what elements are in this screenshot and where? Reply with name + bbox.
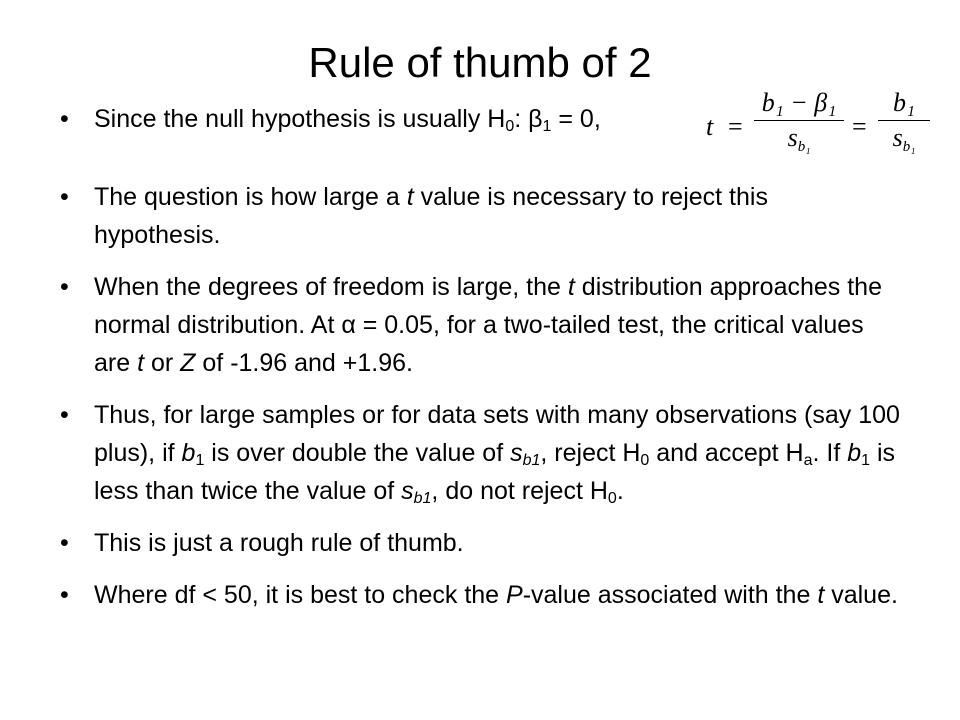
- bullet-text: Z: [180, 349, 196, 377]
- bullet-text: is over double the value of: [204, 439, 511, 467]
- bullet-item: [60, 178, 900, 254]
- bullet-item: [60, 268, 900, 382]
- bullet-text: , do not reject H: [431, 477, 608, 505]
- bullet-text: : β: [514, 105, 543, 133]
- subscript-text: b1: [522, 452, 541, 469]
- bullet-text: and accept H: [649, 439, 804, 467]
- bullet-text: = 0,: [551, 105, 601, 133]
- bullet-text: t: [406, 183, 414, 211]
- bullet-text: value is necessary to reject this hypothesis.: [94, 183, 768, 249]
- bullet-text: . If: [812, 439, 848, 467]
- bullet-item: [60, 524, 900, 562]
- bullet-text: When the degrees of freedom is large, the: [94, 273, 568, 301]
- formula-equals-1: =: [728, 112, 743, 141]
- bullet-item: [60, 100, 900, 138]
- formula-equals-2: =: [852, 112, 867, 141]
- formula-lhs: t: [706, 112, 714, 141]
- bullet-text: Where df < 50, it is best to check the: [94, 581, 507, 609]
- bullet-text: t: [817, 581, 825, 609]
- bullet-dot: •: [60, 273, 69, 301]
- bullet-text: P: [506, 581, 523, 609]
- fraction-1-numerator: b₁ − β₁: [761, 88, 837, 117]
- bullet-text: .: [616, 477, 624, 505]
- bullet-list: [60, 100, 900, 614]
- bullet-text: b: [847, 439, 862, 467]
- bullet-item: [60, 396, 900, 510]
- bullet-text: of -1.96 and +1.96.: [195, 349, 413, 377]
- bullet-text: is less than twice the value of: [94, 439, 896, 505]
- bullet-text: or: [144, 349, 181, 377]
- bullet-text: The question is how large a: [94, 183, 407, 211]
- subscript-text: 0: [607, 490, 617, 507]
- subscript-text: 1: [861, 452, 871, 469]
- bullet-dot: •: [60, 105, 69, 133]
- bullet-text: This is just a rough rule of thumb.: [94, 529, 464, 557]
- bullet-text: Since the null hypothesis is usually H: [94, 105, 506, 133]
- bullet-item: [60, 576, 900, 614]
- slide-title: Rule of thumb of 2: [308, 39, 652, 86]
- bullet-text: -value associated with the: [522, 581, 818, 609]
- fraction-2-numerator: b₁: [892, 88, 916, 117]
- bullet-text: s: [401, 477, 414, 505]
- subscript-text: 1: [195, 452, 205, 469]
- bullet-text: b: [181, 439, 196, 467]
- subscript-text: 1: [542, 118, 552, 135]
- bullet-text: t: [137, 349, 145, 377]
- fraction-2-denominator: $s_{b_1}$: [892, 123, 916, 155]
- bullet-dot: •: [60, 401, 69, 429]
- subscript-text: a: [803, 452, 813, 469]
- bullet-text: t: [567, 273, 575, 301]
- bullet-text: Thus, for large samples or for data sets with many observations (say 100 plus), if: [94, 401, 900, 467]
- bullet-text: value.: [824, 581, 898, 609]
- fraction-1-denominator: $s_{b_1}$: [787, 123, 811, 155]
- subscript-text: 0: [505, 118, 515, 135]
- subscript-text: b1: [413, 490, 432, 507]
- bullet-dot: •: [60, 581, 69, 609]
- bullet-text: , reject H: [540, 439, 641, 467]
- bullet-dot: •: [60, 529, 69, 557]
- bullet-dot: •: [60, 183, 69, 211]
- subscript-text: 0: [640, 452, 650, 469]
- bullet-text: distribution approaches the normal distribution. At α = 0.05, for a two-tailed test, the critical values are: [94, 273, 882, 377]
- bullet-text: s: [510, 439, 523, 467]
